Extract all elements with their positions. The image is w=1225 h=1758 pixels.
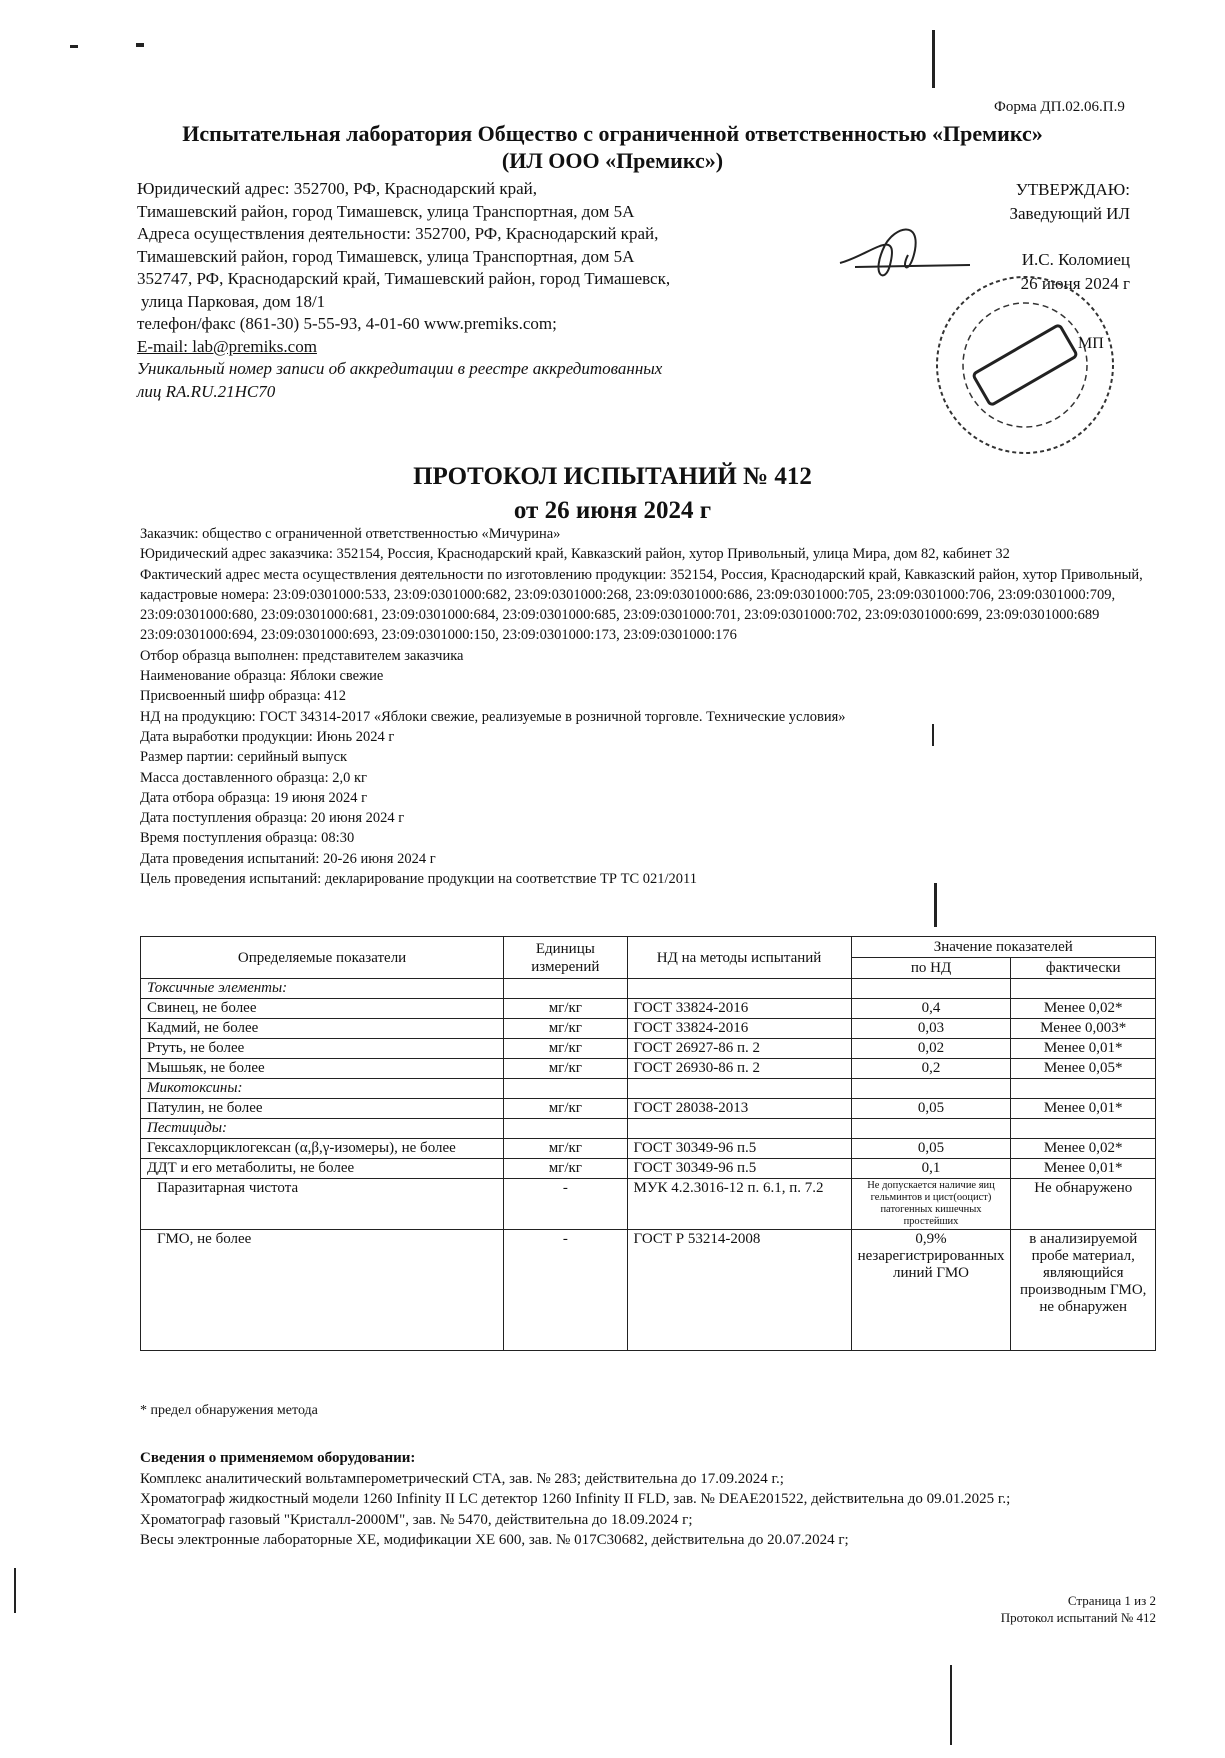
table-row bbox=[141, 1099, 1156, 1119]
address-line: Адреса осуществления деятельности: 352700, РФ, Краснодарский край, bbox=[137, 224, 659, 243]
row-unit: - bbox=[504, 1179, 627, 1230]
row-actual: Менее 0,003* bbox=[1011, 1019, 1156, 1039]
lab-name-line1: Испытательная лаборатория Общество с ограниченной ответственностью «Премикс» bbox=[182, 121, 1043, 146]
section-row bbox=[141, 979, 1156, 999]
sampling-date: Дата отбора образца: 19 июня 2024 г bbox=[140, 789, 368, 806]
protocol-date: от 26 июня 2024 г bbox=[513, 497, 712, 524]
row-unit: мг/кг bbox=[504, 1039, 627, 1059]
approval-date: 26 июня 2024 г bbox=[1020, 274, 1130, 293]
row-actual: Менее 0,01* bbox=[1011, 1099, 1156, 1119]
production-date: Дата выработки продукции: Июнь 2024 г bbox=[140, 728, 395, 745]
row-unit: мг/кг bbox=[504, 1099, 627, 1119]
equipment-item: Хроматограф жидкостный модели 1260 Infinity II LC детектор 1260 Infinity II FLD, зав. № DEAE201522, действительна до 09.01.2025 г.; bbox=[140, 1491, 1011, 1507]
row-actual: Менее 0,05* bbox=[1011, 1059, 1156, 1079]
row-method: ГОСТ 26930-86 п. 2 bbox=[627, 1059, 851, 1079]
protocol-title-block bbox=[0, 460, 1225, 528]
row-method: ГОСТ 33824-2016 bbox=[627, 1019, 851, 1039]
row-nd: 0,4 bbox=[851, 999, 1011, 1019]
receipt-time: Время поступления образца: 08:30 bbox=[140, 830, 355, 847]
lab-name-line2: (ИЛ ООО «Премикс») bbox=[501, 148, 724, 173]
section-myco: Микотоксины: bbox=[141, 1079, 504, 1099]
header-indicator: Определяемые показатели bbox=[141, 937, 504, 979]
seal-label: МП bbox=[1078, 335, 1104, 352]
address-line: Тимашевский район, город Тимашевск, улица Транспортная, дом 5А bbox=[137, 246, 635, 266]
row-unit: - bbox=[504, 1230, 627, 1351]
row-name: Гексахлорциклогексан (α,β,γ-изомеры), не более bbox=[141, 1139, 504, 1159]
protocol-reference: Протокол испытаний № 412 bbox=[1000, 1610, 1156, 1625]
row-method: ГОСТ 30349-96 п.5 bbox=[627, 1159, 851, 1179]
row-name: Кадмий, не более bbox=[141, 1019, 504, 1039]
batch-size: Размер партии: серийный выпуск bbox=[140, 749, 348, 766]
scan-mark bbox=[14, 1568, 16, 1613]
row-nd: 0,9% незарегистрированных линий ГМО bbox=[851, 1230, 1011, 1351]
equipment-item: Хроматограф газовый "Кристалл-2000М", зав. № 5470, действительна до 18.09.2024 г; bbox=[140, 1511, 693, 1528]
legal-address: Юридический адрес заказчика: 352154, Россия, Краснодарский край, Кавказский район, хутор Привольный, улица Мира, дом 82, кабинет 32 bbox=[140, 546, 1010, 563]
row-method: МУК 4.2.3016-12 п. 6.1, п. 7.2 bbox=[627, 1179, 851, 1230]
page-number: Страница 1 из 2 bbox=[1067, 1593, 1156, 1608]
header-units: Единицы измерений bbox=[504, 937, 627, 979]
accreditation-line: Уникальный номер записи об аккредитации в реестре аккредитованных bbox=[137, 359, 663, 378]
customer: Заказчик: общество с ограниченной ответственностью «Мичурина» bbox=[140, 526, 561, 542]
row-unit: мг/кг bbox=[504, 1019, 627, 1039]
row-unit: мг/кг bbox=[504, 1159, 627, 1179]
table-row bbox=[141, 1039, 1156, 1059]
row-method: ГОСТ 26927-86 п. 2 bbox=[627, 1039, 851, 1059]
row-method: ГОСТ Р 53214-2008 bbox=[627, 1230, 851, 1351]
table-row bbox=[141, 1230, 1156, 1351]
purpose: Цель проведения испытаний: декларирование продукции на соответствие ТР ТС 021/2011 bbox=[140, 871, 697, 888]
row-name: ГМО, не более bbox=[141, 1230, 504, 1351]
email-line: E-mail: lab@premiks.com bbox=[137, 336, 317, 356]
approval-label: УТВЕРЖДАЮ: bbox=[1015, 180, 1130, 199]
row-name: Свинец, не более bbox=[141, 999, 504, 1019]
footnote: * предел обнаружения метода bbox=[140, 1403, 318, 1418]
sample-name: Наименование образца: Яблоки свежие bbox=[140, 668, 384, 685]
row-unit: мг/кг bbox=[504, 1139, 627, 1159]
form-code: Форма ДП.02.06.П.9 bbox=[994, 99, 1125, 115]
nd-product: НД на продукцию: ГОСТ 34314-2017 «Яблоки свежие, реализуемые в розничной торговле. Технические условия» bbox=[140, 708, 846, 725]
receipt-date: Дата поступления образца: 20 июня 2024 г bbox=[140, 810, 405, 827]
row-method: ГОСТ 30349-96 п.5 bbox=[627, 1139, 851, 1159]
section-pest: Пестициды: bbox=[141, 1119, 504, 1139]
row-method: ГОСТ 28038-2013 bbox=[627, 1099, 851, 1119]
equipment-item: Весы электронные лабораторные XE, модификации XE 600, зав. № 017C30682, действительна до 20.07.2024 г; bbox=[140, 1532, 849, 1548]
section-row bbox=[141, 1079, 1156, 1099]
equipment-block bbox=[140, 1448, 1150, 1551]
equipment-item: Комплекс аналитический вольтамперометрический СТА, зав. № 283; действительна до 17.09.2024 г.; bbox=[140, 1470, 784, 1487]
row-name: Паразитарная чистота bbox=[141, 1179, 504, 1230]
protocol-title: ПРОТОКОЛ ИСПЫТАНИЙ № 412 bbox=[413, 463, 812, 490]
row-name: ДДТ и его метаболиты, не более bbox=[141, 1159, 504, 1179]
table-row bbox=[141, 1179, 1156, 1230]
section-row bbox=[141, 1119, 1156, 1139]
header-method: НД на методы испытаний bbox=[627, 937, 851, 979]
sample-code: Присвоенный шифр образца: 412 bbox=[140, 688, 347, 705]
protocol-details bbox=[140, 524, 1150, 889]
results-table bbox=[140, 936, 1156, 1351]
equipment-heading: Сведения о применяемом оборудовании: bbox=[140, 1450, 416, 1466]
row-nd: 0,03 bbox=[851, 1019, 1011, 1039]
address-line: улица Парковая, дом 18/1 bbox=[141, 291, 326, 311]
table-row bbox=[141, 1139, 1156, 1159]
row-method: ГОСТ 33824-2016 bbox=[627, 999, 851, 1019]
row-name: Патулин, не более bbox=[141, 1099, 504, 1119]
row-actual: Менее 0,01* bbox=[1011, 1039, 1156, 1059]
row-unit: мг/кг bbox=[504, 1059, 627, 1079]
row-nd: 0,05 bbox=[851, 1139, 1011, 1159]
table-row bbox=[141, 999, 1156, 1019]
address-line: Тимашевский район, город Тимашевск, улица Транспортная, дом 5А bbox=[137, 201, 635, 221]
row-nd: 0,2 bbox=[851, 1059, 1011, 1079]
section-toxic: Токсичные элементы: bbox=[141, 979, 504, 999]
row-unit: мг/кг bbox=[504, 999, 627, 1019]
scan-mark bbox=[932, 30, 935, 88]
row-actual: Не обнаружено bbox=[1011, 1179, 1156, 1230]
header-actual: фактически bbox=[1011, 958, 1156, 979]
sampling: Отбор образца выполнен: представителем заказчика bbox=[140, 647, 464, 664]
scan-mark bbox=[950, 1665, 952, 1745]
table-row bbox=[141, 1019, 1156, 1039]
header-values: Значение показателей bbox=[851, 937, 1155, 958]
accreditation-line: лиц RA.RU.21HC70 bbox=[137, 381, 276, 401]
address-line: 352747, РФ, Краснодарский край, Тимашевский район, город Тимашевск, bbox=[137, 269, 671, 288]
row-actual: Менее 0,01* bbox=[1011, 1159, 1156, 1179]
row-nd: 0,05 bbox=[851, 1099, 1011, 1119]
row-nd: 0,02 bbox=[851, 1039, 1011, 1059]
page-footer bbox=[920, 1592, 1156, 1626]
stamp bbox=[930, 255, 1120, 470]
row-actual: в анализируемой пробе материал, являющийся производным ГМО, не обнаружен bbox=[1011, 1230, 1156, 1351]
scan-mark bbox=[934, 883, 937, 927]
table-row bbox=[141, 1059, 1156, 1079]
approval-position: Заведующий ИЛ bbox=[1009, 204, 1130, 223]
row-name: Ртуть, не более bbox=[141, 1039, 504, 1059]
approval-name: И.С. Коломиец bbox=[1021, 250, 1130, 269]
address-line: Юридический адрес: 352700, РФ, Краснодарский край, bbox=[137, 179, 537, 198]
sample-mass: Масса доставленного образца: 2,0 кг bbox=[140, 769, 368, 786]
row-actual: Менее 0,02* bbox=[1011, 1139, 1156, 1159]
lab-title bbox=[0, 120, 1225, 174]
lab-address-block bbox=[137, 178, 670, 403]
row-nd: Не допускается наличие яиц гельминтов и цист(ооцист) патогенных кишечных простейших bbox=[851, 1179, 1011, 1230]
actual-address: Фактический адрес места осуществления деятельности по изготовлению продукции: 352154, Россия, Краснодарский край, Кавказский район, хутор Привольный, кадастровые номера: 23:09:0301000:533, 23:09:0301000:682, 23:09:0301000:268, 23:09:0301000:686, 23:09:0301000:705, 23:09:0301000:706, 23:09:0301000:709, 23:09:0301000:680, 23:09:0301000:681, 23:09:0301000:684, 23:09:0301000:685, 23:09:0301000:701, 23:09:0301000:702, 23:09:0301000:699, 23:09:0301000:689 23:09:0301000:694, 23:09:0301000:693, 23:09:0301000:150, 23:09:0301000:173, 23:09:0301000:176 bbox=[140, 566, 1143, 644]
table-row bbox=[141, 1159, 1156, 1179]
address-line: телефон/факс (861-30) 5-55-93, 4-01-60 www.premiks.com; bbox=[137, 314, 557, 333]
table-header-row bbox=[141, 937, 1156, 958]
scan-mark bbox=[70, 45, 78, 48]
test-dates: Дата проведения испытаний: 20-26 июня 2024 г bbox=[140, 850, 436, 867]
scan-mark bbox=[136, 43, 144, 47]
row-name: Мышьяк, не более bbox=[141, 1059, 504, 1079]
row-nd: 0,1 bbox=[851, 1159, 1011, 1179]
header-by-nd: по НД bbox=[851, 958, 1011, 979]
row-actual: Менее 0,02* bbox=[1011, 999, 1156, 1019]
